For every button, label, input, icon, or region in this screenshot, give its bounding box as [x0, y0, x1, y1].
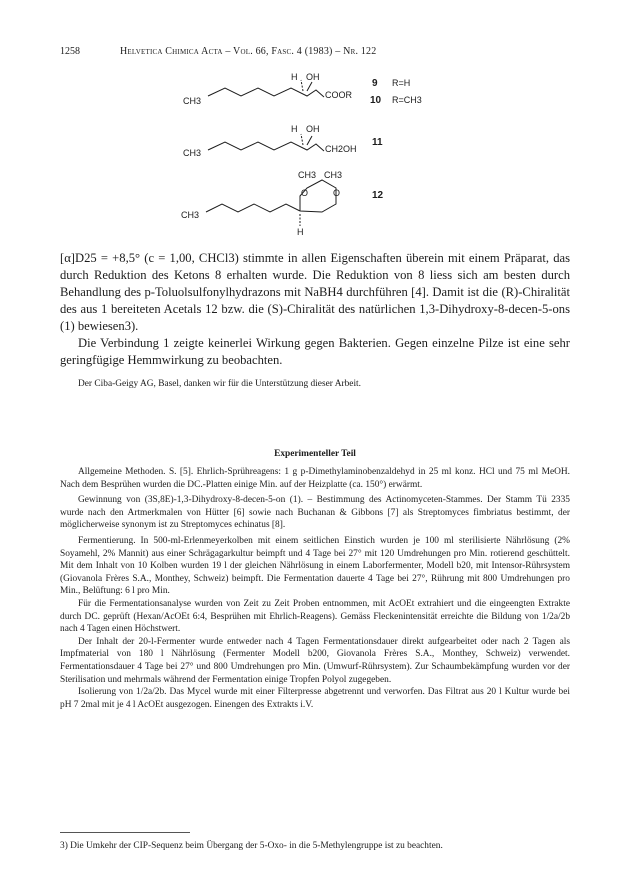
s11-ch2oh: CH2OH [325, 144, 357, 154]
paragraph-optical-rotation: [α]D25 = +8,5° (c = 1,00, CHCl3) stimmte in allen Eigenschaften überein mit einem Präparat, das durch Reduktion des Ketons 8 erhalten wurde. Die Reduktion von 8 liess sich am besten durch Behandlung des p-Toluolsulfonylhydrazons mit NaBH4 durchführen [4]. Damit ist die (R)-Chiralität des aus 1 bereiteten Acetals 12 bzw. die (S)-Chiralität des natürlichen 1,3-Dihydroxy-8-decen-5-ons (1) bewiesen3). [60, 251, 570, 333]
paragraph-isolierung: Isolierung von 1/2a/2b. Das Mycel wurde mit einer Filterpresse abgetrennt und verworfen. Das Filtrat aus 20 l Kultur wurde bei pH 7 2mal mit je 4 l AcOEt ausgezogen. Einengen des Extrakts i.V. [60, 687, 570, 710]
paragraph-inhalt: Der Inhalt der 20-l-Fermenter wurde entweder nach 4 Tagen Fermentationsdauer direkt aufgearbeitet oder nach 2 Tagen als Impfmaterial von 180 l Nährlösung (Fermenter Modell b200, Giovanola Frères S.A., Monthey, Schweiz) verwendet. Fermentationsdauer 4 Tage bei 27° und 800 Umdrehungen pro Min. (Umwurf-Rührsystem). Zur Schaumbekämpfung wurden vor der Sterilisation und mehrmals während der Fermentation einige Tropfen Polyol zugegeben. [60, 636, 570, 685]
experimental-text [60, 466, 570, 711]
main-text [60, 250, 570, 369]
compound-number-9: 9 [372, 78, 378, 89]
s11-h: H [291, 124, 298, 134]
footnote-rule [60, 832, 190, 833]
compound-number-12: 12 [372, 190, 384, 201]
s12-o1: O [301, 188, 309, 198]
section-title: Experimenteller Teil [274, 449, 356, 459]
running-header: Helvetica Chimica Acta – Vol. 66, Fasc. 4 (1983) – Nr. 122 [120, 46, 377, 57]
compound-number-11: 11 [372, 137, 383, 148]
footnote: 3) Die Umkehr der CIP-Sequenz beim Übergang der 5-Oxo- in die 5-Methylengruppe ist zu beachten. [60, 841, 443, 851]
s12-ch3: CH3 [181, 210, 200, 220]
s10-r-label: R=CH3 [392, 95, 422, 105]
s12-ch3-b: CH3 [324, 170, 343, 180]
s9-cooR: COOR [325, 90, 352, 100]
paragraph-analyse: Für die Fermentationsanalyse wurden von Zeit zu Zeit Proben entnommen, mit AcOEt extrahiert und die eingeengten Extrakte durch DC. geprüft (Hexan/AcOEt 6:4, Besprühen mit Ehrlich-Reagens). Gemäss Fleckenintensität erreichte die Bildung von 1/2a/2b nach 4 Tagen einen Höchstwert. [60, 598, 570, 635]
structure-9-10 [208, 80, 324, 97]
paragraph-fermentierung: Fermentierung. In 500-ml-Erlenmeyerkolben mit einem seitlichen Einstich wurden je 100 ml sterilisierte Nährlösung (2% Soyamehl, 2% Mannit) aus einer Schrägagarkultur beimpft und 4 Tage bei 27° mit 120 Umdrehungen pro Min. rotierend geschüttelt. Mit dem Inhalt von 10 Kolben wurden 19 l der gleichen Nährlösung in einem Laborfermenter, Modell b20, mit Intensor-Rührsystem (Giovanola Frères S.A., Monthey, Schweiz) beimpft. Die Fermentation dauerte 4 Tage bei 27°, Rührung mit 800 Umdrehungen pro Min., Belüftung: 6 l pro Min. [60, 535, 570, 597]
s9-ch3: CH3 [183, 96, 202, 106]
s12-o2: O [333, 188, 341, 198]
s12-h: H [297, 227, 304, 237]
paragraph-methods: Allgemeine Methoden. S. [5]. Ehrlich-Sprühreagens: 1 g p-Dimethylaminobenzaldehyd in 25 ml konz. HCl und 75 ml MeOH. Nach dem Besprühen wurden die DC.-Platten einige Min. auf der Heizplatte (ca. 150°) erwärmt. [60, 467, 570, 490]
compound-number-10: 10 [370, 95, 382, 106]
s11-ch3: CH3 [183, 148, 202, 158]
paragraph-gewinnung: Gewinnung von (3S,8E)-1,3-Dihydroxy-8-decen-5-on (1). – Bestimmung des Actinomyceten-Stammes. Der Stamm Tü 2335 wurde nach den Artmerkmalen von Hütter [6] sowie nach Buchanan & Gibbons [7] als Streptomyces fimbriatus bestimmt, der möglicherweise synonym ist zu Streptomyces echinatus [8]. [60, 495, 570, 531]
acknowledgement: Der Ciba-Geigy AG, Basel, danken wir für die Unterstützung dieser Arbeit. [78, 379, 361, 389]
s9-h: H [291, 72, 298, 82]
paragraph-bioactivity: Die Verbindung 1 zeigte keinerlei Wirkung gegen Bakterien. Gegen einzelne Pilze ist eine sehr geringfügige Hemmwirkung zu beobachten. [60, 336, 570, 367]
s9-r-label: R=H [392, 78, 411, 88]
structure-11 [208, 134, 324, 151]
s11-oh: OH [306, 124, 320, 134]
s12-ch3-a: CH3 [298, 170, 317, 180]
structure-12 [206, 180, 336, 226]
page-number: 1258 [60, 46, 80, 57]
s9-oh: OH [306, 72, 320, 82]
